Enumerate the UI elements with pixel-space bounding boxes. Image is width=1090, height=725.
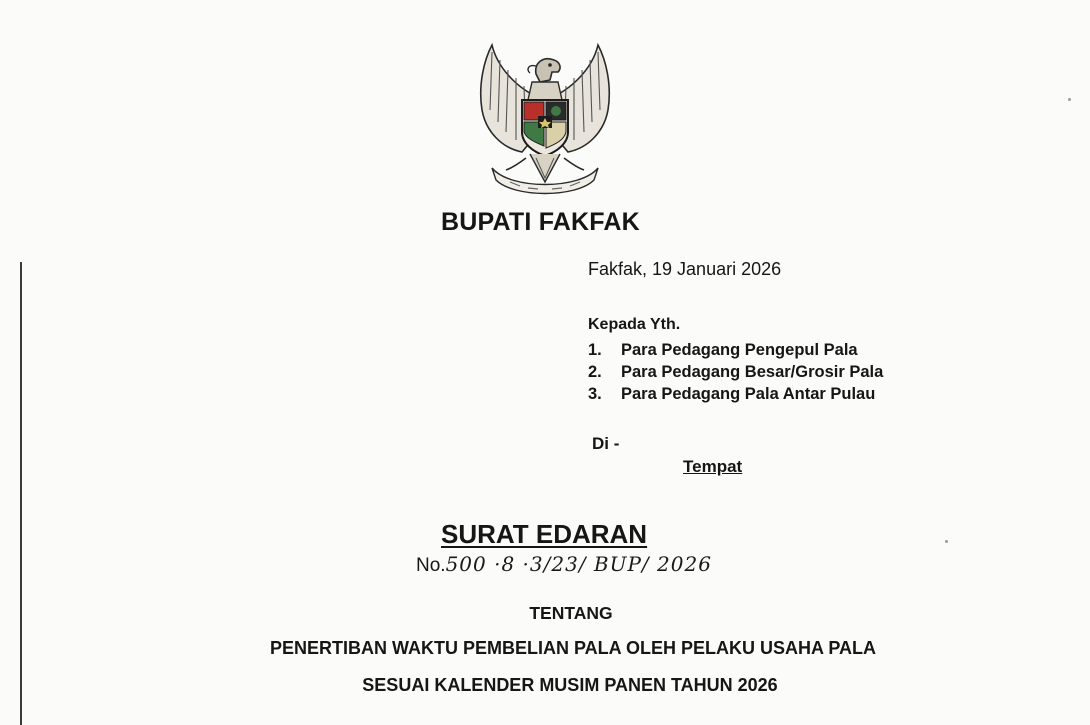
- recipient-item: [588, 361, 883, 383]
- addressee-di: Di -: [592, 434, 620, 453]
- recipient-text: Para Pedagang Besar/Grosir Pala: [621, 363, 884, 381]
- subject-line-1: PENERTIBAN WAKTU PEMBELIAN PALA OLEH PELAKU USAHA PALA: [269, 638, 876, 658]
- about-label: TENTANG: [529, 603, 613, 623]
- scan-speck: [945, 540, 948, 543]
- document-number-handwritten: 500 ·8 ·3/23/ BUP/ 2026: [445, 552, 712, 576]
- letterhead-office-title: BUPATI FAKFAK: [441, 208, 640, 236]
- recipient-text: Para Pedagang Pengepul Pala: [621, 341, 858, 359]
- letter-date: Fakfak, 19 Januari 2026: [588, 259, 782, 279]
- recipient-text: Para Pedagang Pala Antar Pulau: [621, 385, 876, 403]
- scan-speck: [1068, 98, 1071, 101]
- recipient-item: [588, 383, 883, 405]
- addressee-label: Kepada Yth.: [588, 316, 681, 333]
- recipient-number: 1.: [588, 341, 602, 359]
- recipient-number: 3.: [588, 385, 602, 403]
- addressee-place: Tempat: [683, 457, 743, 476]
- document-number: [416, 552, 712, 577]
- recipient-list: [588, 339, 883, 405]
- subject-line-2: SESUAI KALENDER MUSIM PANEN TAHUN 2026: [362, 675, 778, 695]
- recipient-number: 2.: [588, 363, 602, 381]
- document-type-title: SURAT EDARAN: [441, 519, 648, 549]
- document-number-prefix: No.: [416, 555, 446, 576]
- recipient-item: [588, 339, 883, 361]
- garuda-emblem-icon: [470, 40, 620, 200]
- addressee-block: [588, 316, 883, 405]
